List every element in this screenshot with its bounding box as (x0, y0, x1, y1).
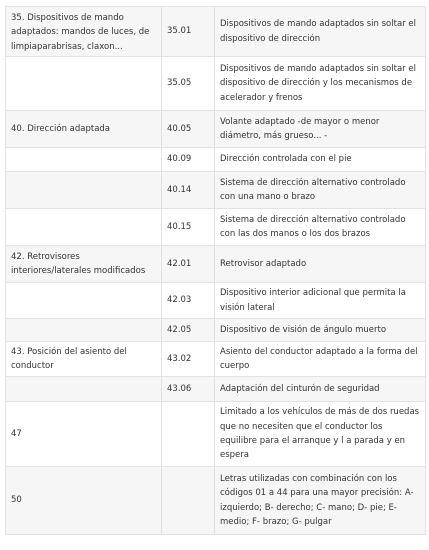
description-cell: Dispositivo de visión de ángulo muerto (215, 319, 426, 342)
code-cell: 43.02 (162, 342, 215, 377)
description-cell: Volante adaptado -de mayor o menor diámetro, más grueso... - (215, 111, 426, 148)
table-row (6, 209, 426, 246)
description-cell: Retrovisor adaptado (215, 246, 426, 283)
group-cell (6, 319, 162, 342)
table-row (6, 377, 426, 402)
description-cell: Sistema de dirección alternativo controlado con las dos manos o los dos brazos (215, 209, 426, 246)
group-cell (6, 148, 162, 172)
description-cell: Adaptación del cinturón de seguridad (215, 377, 426, 402)
description-cell: Dispositivo interior adicional que permita la visión lateral (215, 283, 426, 319)
table-row (6, 319, 426, 342)
group-cell (6, 172, 162, 209)
code-cell: 42.03 (162, 283, 215, 319)
code-cell: 42.05 (162, 319, 215, 342)
group-cell: 50 (6, 467, 162, 535)
code-cell: 43.06 (162, 377, 215, 402)
code-cell (162, 402, 215, 467)
table-row (6, 467, 426, 535)
table-row (6, 7, 426, 57)
group-cell: 40. Dirección adaptada (6, 111, 162, 148)
group-cell (6, 283, 162, 319)
code-cell: 42.01 (162, 246, 215, 283)
description-cell: Sistema de dirección alternativo controlado con una mano o brazo (215, 172, 426, 209)
code-cell: 40.05 (162, 111, 215, 148)
group-cell: 47 (6, 402, 162, 467)
table-row (6, 246, 426, 283)
group-cell: 43. Posición del asiento del conductor (6, 342, 162, 377)
code-cell: 40.15 (162, 209, 215, 246)
group-cell (6, 209, 162, 246)
code-cell: 40.14 (162, 172, 215, 209)
group-cell (6, 57, 162, 111)
group-cell (6, 377, 162, 402)
table-row (6, 342, 426, 377)
table-row (6, 172, 426, 209)
group-cell: 35. Dispositivos de mando adaptados: mandos de luces, de limpiaparabrisas, claxon... (6, 7, 162, 57)
description-cell: Letras utilizadas con combinación con los códigos 01 a 44 para una mayor precisión: A- izquierdo; B- derecho; C- mano; D- pie; E- medio; F- brazo; G- pulgar (215, 467, 426, 535)
code-cell: 35.01 (162, 7, 215, 57)
description-cell: Dispositivos de mando adaptados sin soltar el dispositivo de dirección y los mecanismos de acelerador y frenos (215, 57, 426, 111)
code-cell: 35.05 (162, 57, 215, 111)
table-row (6, 402, 426, 467)
description-cell: Dirección controlada con el pie (215, 148, 426, 172)
code-cell (162, 467, 215, 535)
group-cell: 42. Retrovisores interiores/laterales modificados (6, 246, 162, 283)
table-row (6, 283, 426, 319)
table-row (6, 111, 426, 148)
table-row (6, 57, 426, 111)
code-cell: 40.09 (162, 148, 215, 172)
restriction-codes-table (5, 6, 426, 535)
table-row (6, 148, 426, 172)
description-cell: Limitado a los vehículos de más de dos ruedas que no necesiten que el conductor los equilibre para el arranque y l a parada y en espera (215, 402, 426, 467)
description-cell: Dispositivos de mando adaptados sin soltar el dispositivo de dirección (215, 7, 426, 57)
description-cell: Asiento del conductor adaptado a la forma del cuerpo (215, 342, 426, 377)
